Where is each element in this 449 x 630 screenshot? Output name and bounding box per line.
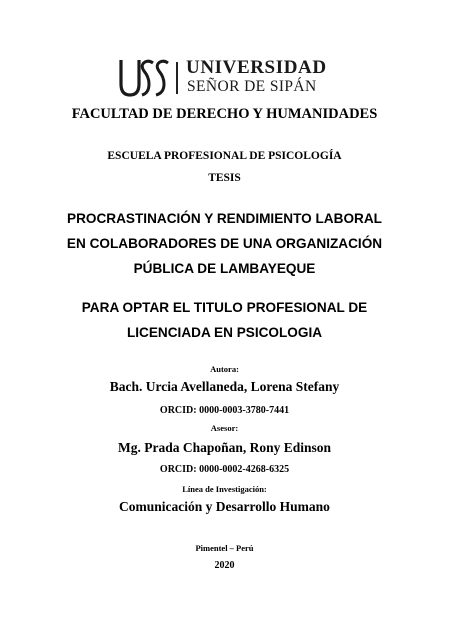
year: 2020 <box>214 560 235 571</box>
doc-type: TESIS <box>208 172 241 184</box>
title-line: PÚBLICA DE LAMBAYEQUE <box>133 261 316 276</box>
faculty-heading: FACULTAD DE DERECHO Y HUMANIDADES <box>71 106 378 122</box>
school-heading: ESCUELA PROFESIONAL DE PSICOLOGÍA <box>107 150 342 162</box>
author-name: Bach. Urcia Avellaneda, Lorena Stefany <box>109 379 340 394</box>
degree-line: PARA OPTAR EL TITULO PROFESIONAL DE <box>81 300 368 315</box>
advisor-name: Mg. Prada Chapoñan, Rony Edinson <box>117 440 332 455</box>
advisor-label: Asesor: <box>210 423 239 433</box>
uss-monogram-icon <box>118 58 170 98</box>
degree-line: LICENCIADA EN PSICOLOGIA <box>126 325 323 340</box>
author-label: Autora: <box>210 364 239 374</box>
title-line: PROCRASTINACIÓN Y RENDIMIENTO LABORAL <box>67 211 382 226</box>
advisor-orcid: ORCID: 0000-0002-4268-6325 <box>159 464 290 475</box>
university-logo <box>118 58 338 98</box>
place: Pimentel – Perú <box>195 543 254 553</box>
research-line-value: Comunicación y Desarrollo Humano <box>119 499 330 514</box>
degree-statement <box>0 295 449 345</box>
research-line-label: Línea de Investigación: <box>182 484 267 494</box>
title-line: EN COLABORADORES DE UNA ORGANIZACIÓN <box>66 236 383 251</box>
logo-name-line1: UNIVERSIDAD <box>186 57 327 78</box>
logo-name-line2: SEÑOR DE SIPÁN <box>187 78 317 95</box>
logo-divider <box>176 62 178 94</box>
author-orcid: ORCID: 0000-0003-3780-7441 <box>159 405 290 416</box>
thesis-title <box>0 206 449 281</box>
